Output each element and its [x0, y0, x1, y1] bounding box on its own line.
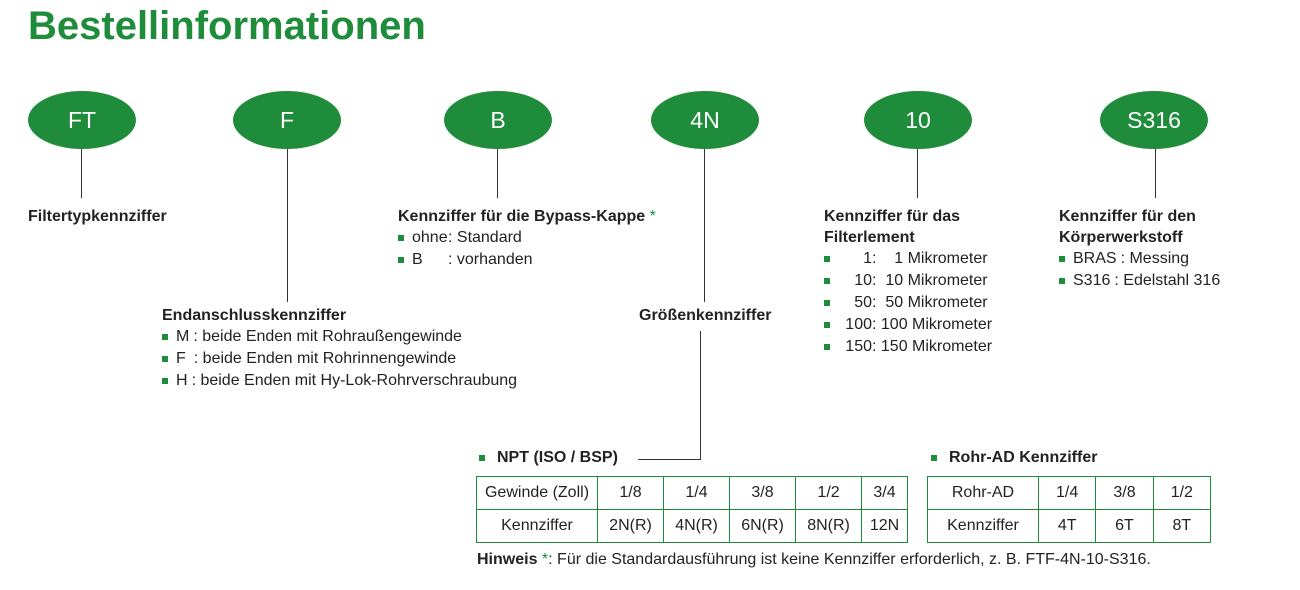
option-code: 10 — [854, 272, 872, 289]
bubble-filter-type: FT — [28, 91, 136, 149]
table-row — [928, 477, 1211, 510]
tube-row2-label: Kennziffer — [928, 510, 1039, 543]
option-desc: : vorhanden — [448, 251, 533, 268]
table-cell: 6N(R) — [730, 510, 796, 543]
bullet-icon — [162, 334, 168, 340]
size-heading: Größenkennziffer — [639, 307, 772, 324]
option-code: H — [176, 372, 188, 389]
bubble-bypass: B — [444, 91, 552, 149]
table-row — [477, 477, 908, 510]
bullet-icon — [398, 235, 404, 241]
section-filter-type — [28, 206, 167, 227]
bullet-icon — [1059, 278, 1065, 284]
connector-end-connection — [287, 149, 288, 302]
section-end-connection — [162, 305, 517, 392]
section-size — [639, 305, 771, 326]
connector-element — [917, 149, 918, 198]
bullet-icon — [162, 356, 168, 362]
bullet-icon — [398, 257, 404, 263]
section-bypass — [398, 206, 656, 271]
table-cell: 3/8 — [1096, 477, 1153, 510]
bullet-icon — [824, 322, 830, 328]
asterisk: * — [649, 208, 656, 225]
element-option-10 — [824, 270, 992, 292]
table-cell: 8T — [1153, 510, 1210, 543]
option-desc: : beide Enden mit Hy-Lok-Rohrverschraubung — [191, 372, 518, 389]
table-row — [477, 510, 908, 543]
connector-bypass — [497, 149, 498, 198]
tube-table-heading — [931, 449, 1097, 467]
tube-row1-label: Rohr-AD — [928, 477, 1039, 510]
body-option-s316 — [1059, 270, 1220, 292]
table-cell: 3/4 — [862, 477, 908, 510]
end-option-h — [162, 370, 517, 392]
connector-size-horizontal — [638, 459, 701, 460]
option-desc: : 50 Mikrometer — [872, 294, 988, 311]
table-cell: 4N(R) — [664, 510, 730, 543]
element-option-1 — [824, 248, 992, 270]
tube-table — [927, 476, 1211, 543]
connector-size-lower — [700, 331, 701, 460]
table-cell: 8N(R) — [796, 510, 862, 543]
option-code: B — [412, 251, 423, 268]
table-cell: 12N — [862, 510, 908, 543]
table-row — [928, 510, 1211, 543]
bypass-option-b — [398, 249, 656, 271]
note-text: : Für die Standardausführung ist keine Kennziffer erforderlich, z. B. FTF-4N-10-S316. — [548, 551, 1151, 568]
option-desc: : 100 Mikrometer — [872, 316, 993, 333]
footnote — [477, 551, 1151, 569]
option-desc: : 150 Mikrometer — [872, 338, 993, 355]
body-material-heading-line2: Körperwerkstoff — [1059, 229, 1183, 246]
page-title: Bestellinformationen — [28, 4, 426, 48]
option-desc: : Standard — [448, 229, 522, 246]
asterisk: * — [541, 551, 549, 568]
bubble-element: 10 — [864, 91, 972, 149]
option-desc: : beide Enden mit Rohraußengewinde — [193, 328, 462, 345]
bubble-end-connection: F — [233, 91, 341, 149]
option-desc: : beide Enden mit Rohrinnengewinde — [193, 350, 457, 367]
npt-table-heading — [479, 449, 618, 467]
section-body-material — [1059, 206, 1220, 292]
table-cell: 1/8 — [598, 477, 664, 510]
npt-row2-label: Kennziffer — [477, 510, 598, 543]
option-code: 150 — [845, 338, 872, 355]
table-cell: 6T — [1096, 510, 1153, 543]
body-option-bras — [1059, 248, 1220, 270]
bullet-icon — [931, 455, 937, 461]
bubble-body-material: S316 — [1100, 91, 1208, 149]
bullet-icon — [824, 344, 830, 350]
option-desc: : 1 Mikrometer — [872, 250, 988, 267]
bullet-icon — [479, 455, 485, 461]
table-cell: 2N(R) — [598, 510, 664, 543]
option-desc: : 10 Mikrometer — [872, 272, 988, 289]
bullet-icon — [824, 300, 830, 306]
option-code: M — [176, 328, 190, 345]
option-desc: : Edelstahl 316 — [1114, 272, 1221, 289]
element-option-50 — [824, 292, 992, 314]
tube-heading-text: Rohr-AD Kennziffer — [949, 449, 1098, 466]
body-material-heading-line1: Kennziffer für den — [1059, 208, 1196, 225]
section-element — [824, 206, 992, 358]
connector-body-material — [1155, 149, 1156, 198]
connector-filter-type — [81, 149, 82, 198]
option-code: BRAS — [1073, 250, 1117, 267]
option-code: 100 — [845, 316, 872, 333]
element-heading-line1: Kennziffer für das — [824, 208, 961, 225]
table-cell: 3/8 — [730, 477, 796, 510]
end-connection-heading: Endanschlusskennziffer — [162, 307, 347, 324]
element-option-100 — [824, 314, 992, 336]
end-option-m — [162, 326, 517, 348]
table-cell: 1/4 — [1039, 477, 1096, 510]
bypass-heading: Kennziffer für die Bypass-Kappe * — [398, 208, 656, 225]
npt-heading-text: NPT (ISO / BSP) — [497, 449, 618, 466]
npt-row1-label: Gewinde (Zoll) — [477, 477, 598, 510]
option-code: 1 — [863, 250, 872, 267]
option-code: S316 — [1073, 272, 1111, 289]
option-code: ohne — [412, 229, 448, 246]
filter-type-heading: Filtertypkennziffer — [28, 208, 167, 225]
bullet-icon — [162, 378, 168, 384]
bullet-icon — [824, 256, 830, 262]
element-option-150 — [824, 336, 992, 358]
bubble-size: 4N — [651, 91, 759, 149]
option-code: 50 — [854, 294, 872, 311]
element-heading-line2: Filterlement — [824, 229, 915, 246]
table-cell: 1/2 — [1153, 477, 1210, 510]
end-option-f — [162, 348, 517, 370]
option-desc: : Messing — [1120, 250, 1190, 267]
npt-table — [476, 476, 908, 543]
table-cell: 1/2 — [796, 477, 862, 510]
bullet-icon — [824, 278, 830, 284]
bullet-icon — [1059, 256, 1065, 262]
table-cell: 1/4 — [664, 477, 730, 510]
table-cell: 4T — [1039, 510, 1096, 543]
connector-size-upper — [704, 149, 705, 302]
bypass-option-none — [398, 227, 656, 249]
note-label: Hinweis — [477, 551, 538, 568]
option-code: F — [176, 350, 186, 367]
